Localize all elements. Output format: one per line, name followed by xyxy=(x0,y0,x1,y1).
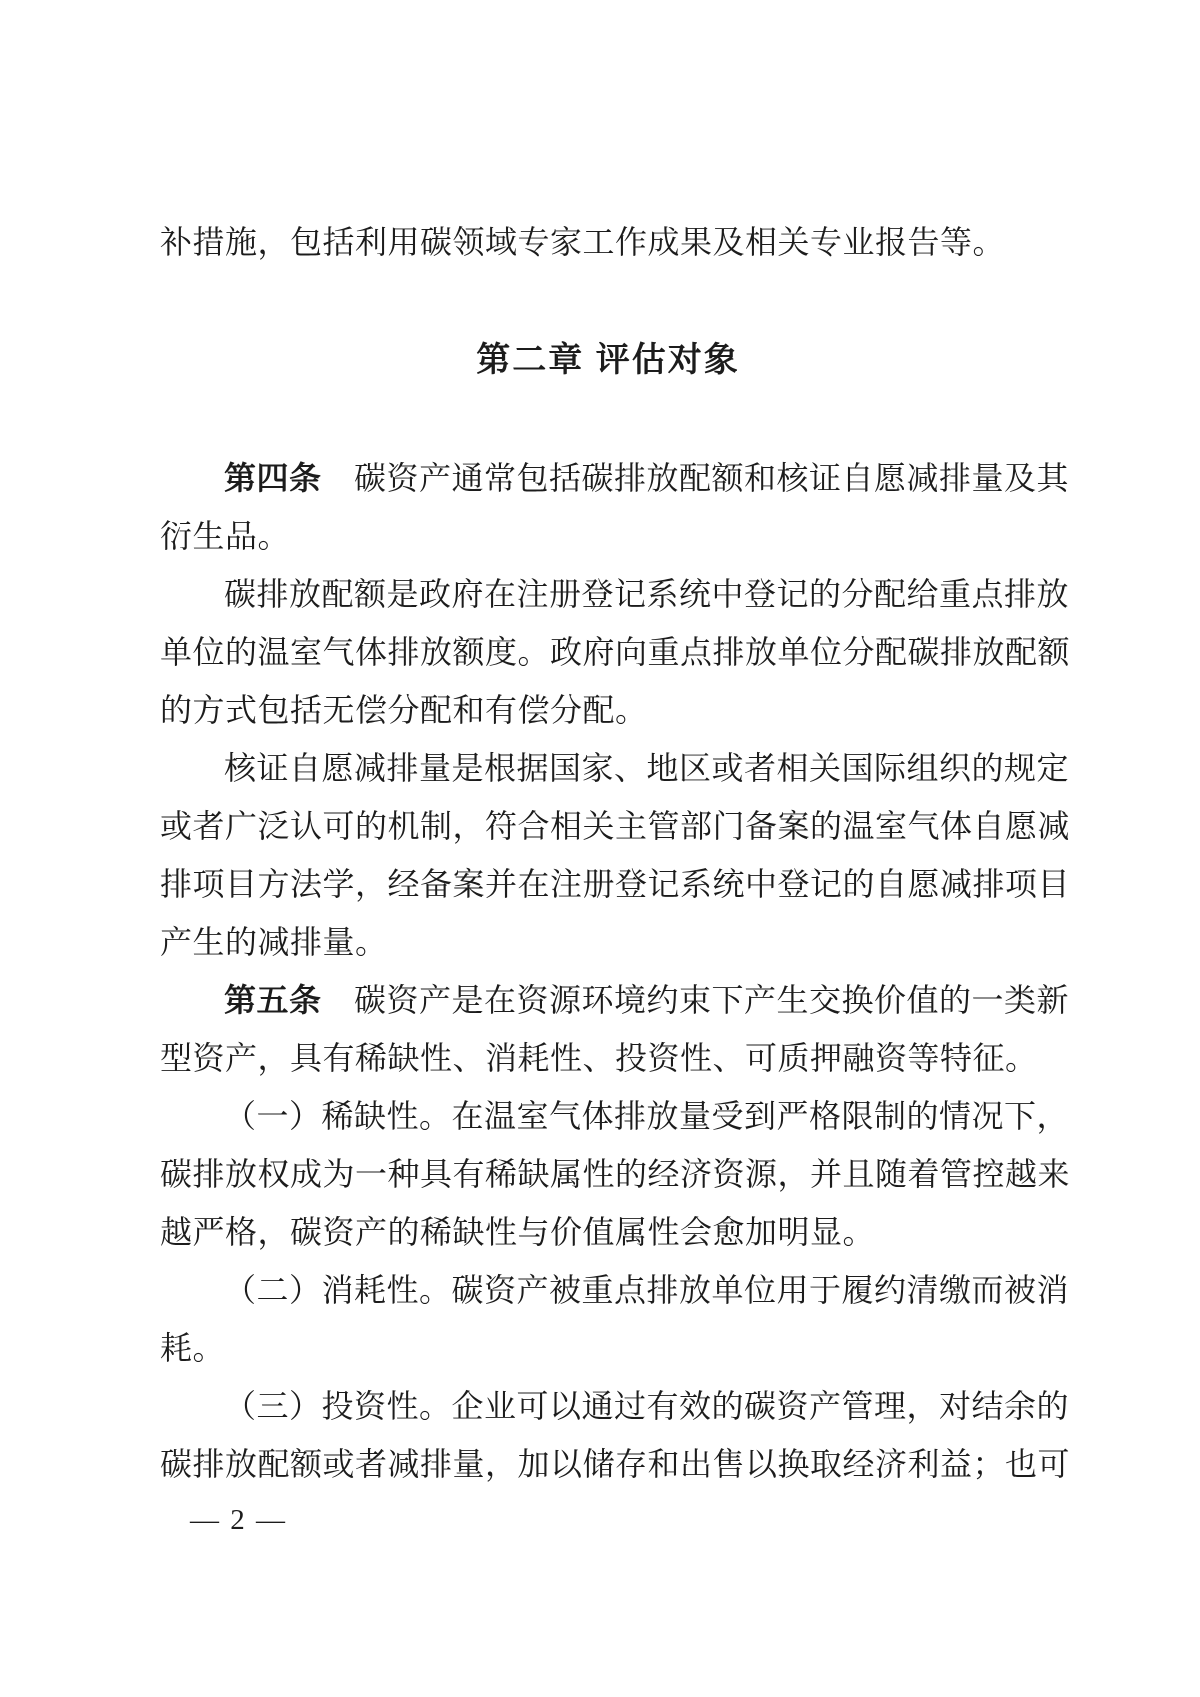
document-body xyxy=(160,213,1071,1493)
text-segment: 型资产，具有稀缺性、消耗性、投资性、可质押融资等特征。 xyxy=(160,1040,1038,1076)
text-line xyxy=(160,623,1071,681)
text-line xyxy=(160,797,1071,855)
text-segment: 碳资产是在资源环境约束下产生交换价值的一类新 xyxy=(321,982,1070,1018)
text-segment: 核证自愿减排量是根据国家、地区或者相关国际组织的规定 xyxy=(224,750,1070,786)
text-segment: 第二章 评估对象 xyxy=(476,341,740,379)
text-segment: 碳排放配额或者减排量，加以储存和出售以换取经济利益；也可 xyxy=(160,1446,1071,1482)
text-line xyxy=(160,1261,1070,1319)
text-line xyxy=(160,1203,1056,1261)
text-line xyxy=(160,1435,1071,1493)
text-segment: 碳排放配额是政府在注册登记系统中登记的分配给重点排放 xyxy=(224,576,1070,612)
page-number: — 2 — xyxy=(190,1504,287,1536)
text-segment: （三）投资性。企业可以通过有效的碳资产管理，对结余的 xyxy=(224,1388,1070,1424)
text-segment: （二）消耗性。碳资产被重点排放单位用于履约清缴而被消 xyxy=(224,1272,1070,1308)
text-line xyxy=(160,1319,1056,1377)
text-line xyxy=(160,213,1056,271)
text-line xyxy=(160,681,1056,739)
text-segment: 单位的温室气体排放额度。政府向重点排放单位分配碳排放配额 xyxy=(160,634,1071,670)
text-segment: 或者广泛认可的机制，符合相关主管部门备案的温室气体自愿减 xyxy=(160,808,1071,844)
text-segment: 补措施，包括利用碳领域专家工作成果及相关专业报告等。 xyxy=(160,224,1006,260)
text-segment: 的方式包括无偿分配和有偿分配。 xyxy=(160,692,648,728)
text-segment: 第五条 xyxy=(224,982,322,1018)
text-segment: 碳资产通常包括碳排放配额和核证自愿减排量及其 xyxy=(321,460,1070,496)
text-segment: 产生的减排量。 xyxy=(160,924,388,960)
text-line xyxy=(160,1145,1071,1203)
text-segment: 越严格，碳资产的稀缺性与价值属性会愈加明显。 xyxy=(160,1214,876,1250)
text-line xyxy=(160,855,1071,913)
text-segment: 碳排放权成为一种具有稀缺属性的经济资源，并且随着管控越来 xyxy=(160,1156,1071,1192)
text-segment: 第四条 xyxy=(224,460,322,496)
text-line xyxy=(160,739,1070,797)
text-line xyxy=(160,507,1056,565)
text-line xyxy=(160,913,1056,971)
text-segment: （一）稀缺性。在温室气体排放量受到严格限制的情况下， xyxy=(224,1098,1070,1134)
text-line xyxy=(160,1377,1070,1435)
text-line xyxy=(160,449,1070,507)
text-segment: 耗。 xyxy=(160,1330,226,1366)
text-segment: 衍生品。 xyxy=(160,518,291,554)
text-line xyxy=(160,971,1070,1029)
text-segment: 排项目方法学，经备案并在注册登记系统中登记的自愿减排项目 xyxy=(160,866,1071,902)
text-line xyxy=(160,1029,1056,1087)
chapter-heading xyxy=(160,331,1056,389)
text-line xyxy=(160,1087,1070,1145)
text-line xyxy=(160,565,1070,623)
